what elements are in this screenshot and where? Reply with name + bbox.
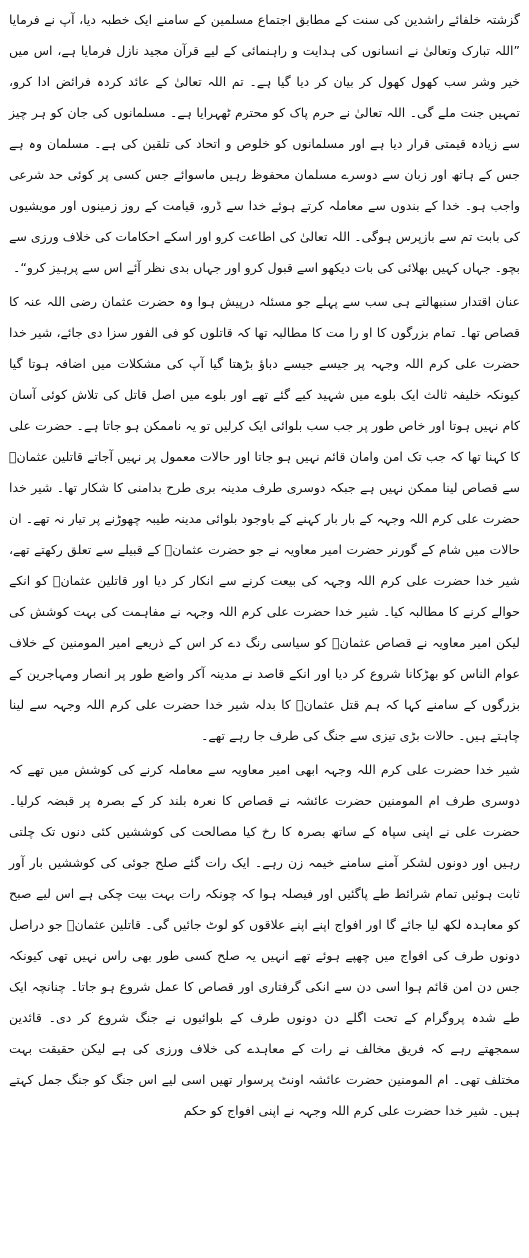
qisas-paragraph: عنان اقتدار سنبھالتے ہی سب سے پہلے جو مسئلہ درپیش ہوا وہ حضرت عثمان رضی اللہ عنہ کا قصاص تھا۔ تمام بزرگوں کا او را مت کا مطالبہ تھا کہ قاتلوں کو فی الفور سزا دی جائے، شیر خدا حضرت علی کرم اللہ وجہہ پر جیسے جیسے دباؤ بڑھتا گیا آپ کی مشکلات میں اضافہ ہوتا گیا کیونکہ خلیفہ ثالث ایک بلوے میں شہید کیے گئے تھے اور بلوے میں اصل قاتل کی تلاش کوئی آسان کام نہیں ہوتا اور خاص طور پر جب سب بلوائی ایک کرلیں تو یہ ناممکن ہو جاتا ہے۔ حضرت علی کا کہنا تھا کہ جب تک امن وامان قائم نہیں ہو جاتا اور حالات معمول پر نہیں آجاتے قاتلین عثمانؓ سے قصاص لینا ممکن نہیں ہے جبکہ دوسری طرف مدینہ بری طرح بدامنی کا شکار تھا۔ شیر خدا حضرت علی کرم اللہ وجہہ کے بار بار کہنے کے باوجود بلوائی مدینہ طیبہ چھوڑنے پر تیار نہ تھے۔ ان حالات میں شام کے گورنر حضرت امیر معاویہ نے جو حضرت عثمانؓ کے قبیلے سے تعلق رکھتے تھے، شیر خدا حضرت علی کرم اللہ وجہہ کی بیعت کرنے سے انکار کر دیا اور قاتلین عثمانؓ کو انکے حوالے کرنے کا مطالبہ کیا۔ شیر خدا حضرت علی کرم اللہ وجہہ نے مفاہمت کی بہت کوشش کی لیکن امیر معاویہ نے قصاص عثمانؓ کو سیاسی رنگ دے کر اس کے ذریعے امیر المومنین کے خلاف عوام الناس کو بھڑکانا شروع کر دیا اور انکے قاصد نے مدینہ آکر واضع طور پر انصار ومہاجرین کے بزرگوں کے سامنے کہا کہ ہم قتل عثمانؓ کا بدلہ شیر خدا حضرت علی کرم اللہ وجہہ سے لینا چاہتے ہیں۔ حالات بڑی تیزی سے جنگ کی طرف جا رہے تھے۔ [9,294,520,743]
khutba-paragraph: گزشتہ خلفائے راشدین کی سنت کے مطابق اجتماع مسلمین کے سامنے ایک خطبہ دیا، آپ نے فرمایا ”اللہ تبارک وتعالیٰ نے انسانوں کی ہدایت و راہنمائی کے لیے قرآن مجید نازل فرمایا ہے، اس میں خیر وشر سب کھول کھول کر بیان کر دیا گیا ہے۔ تم اللہ تعالیٰ کے عائد کردہ فرائض ادا کرو، تمہیں جنت ملے گی۔ اللہ تعالیٰ نے حرم پاک کو محترم ٹھہرایا ہے۔ مسلمانوں کی جان کو ہر چیز سے زیادہ قیمتی قرار دیا ہے اور مسلمانوں کو خلوص و اتحاد کی تلقین کی ہے۔ مسلمان وہ ہے جس کے ہاتھ اور زبان سے دوسرے مسلمان محفوظ رہیں ماسوائے جس کسی پر کوئی حد شرعی واجب ہو۔ خدا کے بندوں سے معاملہ کرتے ہوئے خدا سے ڈرو، قیامت کے روز زمینوں اور مویشیوں کی بابت تم سے بازپرس ہوگی۔ اللہ تعالیٰ کی اطاعت کرو اور اسکے احکامات کی خلاف ورزی سے بچو۔ جہاں کہیں بھلائی کی بات دیکھو اسے قبول کرو اور جہاں بدی نظر آئے اس سے پرہیز کرو“۔ [9,12,520,275]
jamal-paragraph: شیر خدا حضرت علی کرم اللہ وجہہ ابھی امیر معاویہ سے معاملہ کرنے کی کوشش میں تھے کہ دوسری طرف ام المومنین حضرت عائشہ نے قصاص کا نعرہ بلند کر کے بصرہ پر قبضہ کرلیا۔ حضرت علی نے اپنی سپاہ کے ساتھ بصرہ کا رخ کیا مصالحت کی کوششیں کئی دنوں تک چلتی رہیں اور دونوں لشکر آمنے سامنے خیمہ زن رہے۔ ایک رات گئے صلح جوئی کی کوششیں بار آور ثابت ہوئیں تمام شرائط طے پاگئیں اور فیصلہ ہوا کہ چونکہ رات بہت بیت چکی ہے اس لیے صبح کو معاہدہ لکھ لیا جائے گا اور افواج اپنے اپنے علاقوں کو لوٹ جائیں گی۔ قاتلین عثمانؓ جو دراصل دونوں طرف کی افواج میں چھپے ہوئے تھے انہیں یہ صلح کسی طور بھی راس نہیں تھی کیونکہ جس دن امن قائم ہوا اسی دن سے انکی گرفتاری اور قصاص کا عمل شروع ہو جاتا۔ چنانچہ ایک طے شدہ پروگرام کے تحت اگلے دن دونوں طرف کے بلوائیوں نے جنگ شروع کر دی۔ قائدین سمجھتے رہے کہ فریق مخالف نے رات کے معاہدے کی خلاف ورزی کی ہے لیکن حقیقت بہت مختلف تھی۔ ام المومنین حضرت عائشہ اونٹ پرسوار تھیں اسی لیے اس جنگ کو جنگ جمل کہتے ہیں۔ شیر خدا حضرت علی کرم اللہ وجہہ نے اپنی افواج کو حکم [9,762,520,1118]
